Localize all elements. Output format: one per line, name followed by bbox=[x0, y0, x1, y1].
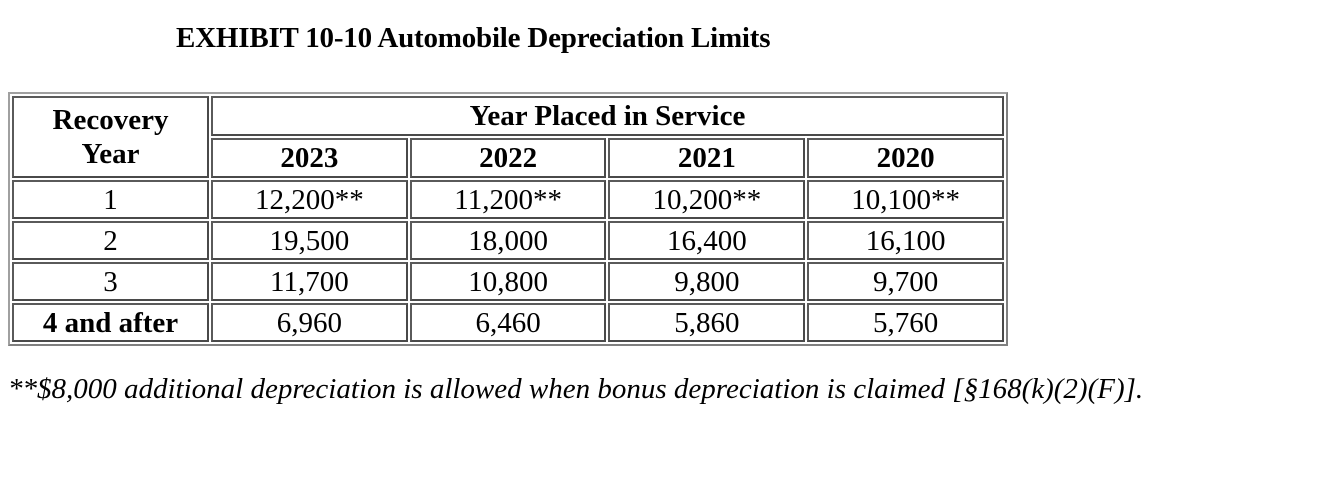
recovery-year-header-line-2: Year bbox=[81, 138, 140, 170]
table-cell: 12,200** bbox=[211, 180, 408, 219]
recovery-year-cell: 1 bbox=[12, 180, 209, 219]
exhibit-title: EXHIBIT 10-10 Automobile Depreciation Limits bbox=[176, 22, 771, 54]
table-cell: 6,460 bbox=[410, 303, 607, 342]
recovery-year-cell: 3 bbox=[12, 262, 209, 301]
recovery-year-header-line-1: Recovery bbox=[52, 104, 169, 136]
column-header: 2021 bbox=[608, 138, 805, 178]
table-row bbox=[12, 262, 1004, 301]
table-cell: 6,960 bbox=[211, 303, 408, 342]
table-cell: 5,760 bbox=[807, 303, 1004, 342]
table-cell: 5,860 bbox=[608, 303, 805, 342]
table-cell: 11,200** bbox=[410, 180, 607, 219]
recovery-year-cell: 2 bbox=[12, 221, 209, 260]
table-cell: 9,700 bbox=[807, 262, 1004, 301]
table-row bbox=[12, 221, 1004, 260]
table-cell: 16,400 bbox=[608, 221, 805, 260]
table-cell: 9,800 bbox=[608, 262, 805, 301]
table-cell: 10,800 bbox=[410, 262, 607, 301]
column-header: 2022 bbox=[410, 138, 607, 178]
recovery-year-cell: 4 and after bbox=[12, 303, 209, 342]
table-cell: 16,100 bbox=[807, 221, 1004, 260]
footnote: **$8,000 additional depreciation is allowed when bonus depreciation is claimed [§168(k)(2)(F)]. bbox=[8, 373, 1144, 405]
table-row bbox=[12, 180, 1004, 219]
column-header: 2023 bbox=[211, 138, 408, 178]
depreciation-limits-table bbox=[8, 92, 1008, 346]
table-cell: 10,100** bbox=[807, 180, 1004, 219]
column-header: 2020 bbox=[807, 138, 1004, 178]
table-cell: 11,700 bbox=[211, 262, 408, 301]
year-placed-in-service-header: Year Placed in Service bbox=[211, 96, 1004, 136]
table-row bbox=[12, 303, 1004, 342]
table-cell: 19,500 bbox=[211, 221, 408, 260]
table-cell: 18,000 bbox=[410, 221, 607, 260]
table-header-row bbox=[12, 96, 1004, 136]
table-cell: 10,200** bbox=[608, 180, 805, 219]
recovery-year-header bbox=[12, 96, 209, 178]
